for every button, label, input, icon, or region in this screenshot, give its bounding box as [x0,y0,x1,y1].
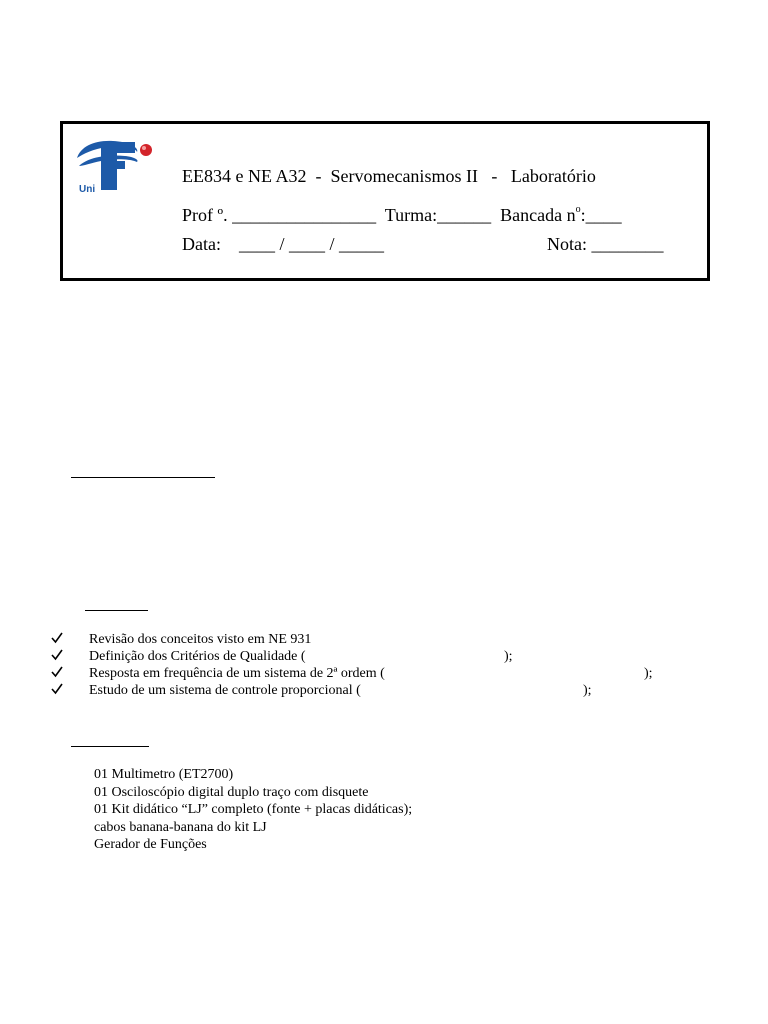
list-item [50,631,312,648]
nota-field: Nota: ________ [547,234,664,254]
objective-text: Definição dos Critérios de Qualidade ( [89,649,306,664]
objective-text: Revisão dos conceitos visto em NE 931 [89,632,312,647]
list-item: 01 Osciloscópio digital duplo traço com disquete [94,784,369,800]
objective-closing: ); [644,666,653,681]
list-item: 01 Multimetro (ET2700) [94,767,234,782]
header-box [60,121,710,281]
list-item: cabos banana-banana do kit LJ [94,819,267,835]
unicamp-logo [73,130,159,194]
objectives-heading-rule [85,610,148,611]
section-heading-rule [71,477,215,478]
checkmark-icon [50,648,64,662]
bancada-degree: o [575,204,581,215]
list-item [50,682,592,699]
list-item: 01 Kit didático “LJ” completo (fonte + placas didáticas); [94,802,413,817]
data-field: Data: ____ / ____ / _____ [182,234,384,254]
checkmark-icon [50,682,64,696]
objectives-list [50,631,653,699]
prof-turma-bancada-line [182,200,622,225]
course-title: EE834 e NE A32 - Servomecanismos II - Laboratório [182,166,596,186]
bancada-label: Bancada n [500,205,576,225]
list-item [50,648,513,665]
objective-closing: ); [583,683,592,698]
materials-list [94,766,412,854]
checkmark-icon [50,631,64,645]
turma-field: Turma:______ [384,205,492,225]
list-item: Gerador de Funções [94,837,207,852]
materials-heading-rule [71,746,149,747]
checkmark-icon [50,665,64,679]
bancada-field: :____ [580,205,622,225]
prof-field: Prof º. ________________ [182,205,377,225]
objective-text: Resposta em frequência de um sistema de 2ª ordem ( [89,666,385,681]
objective-closing: ); [504,649,513,664]
logo-text: Uni [79,184,96,194]
objective-text: Estudo de um sistema de controle proporcional ( [89,683,361,698]
list-item [50,665,653,682]
